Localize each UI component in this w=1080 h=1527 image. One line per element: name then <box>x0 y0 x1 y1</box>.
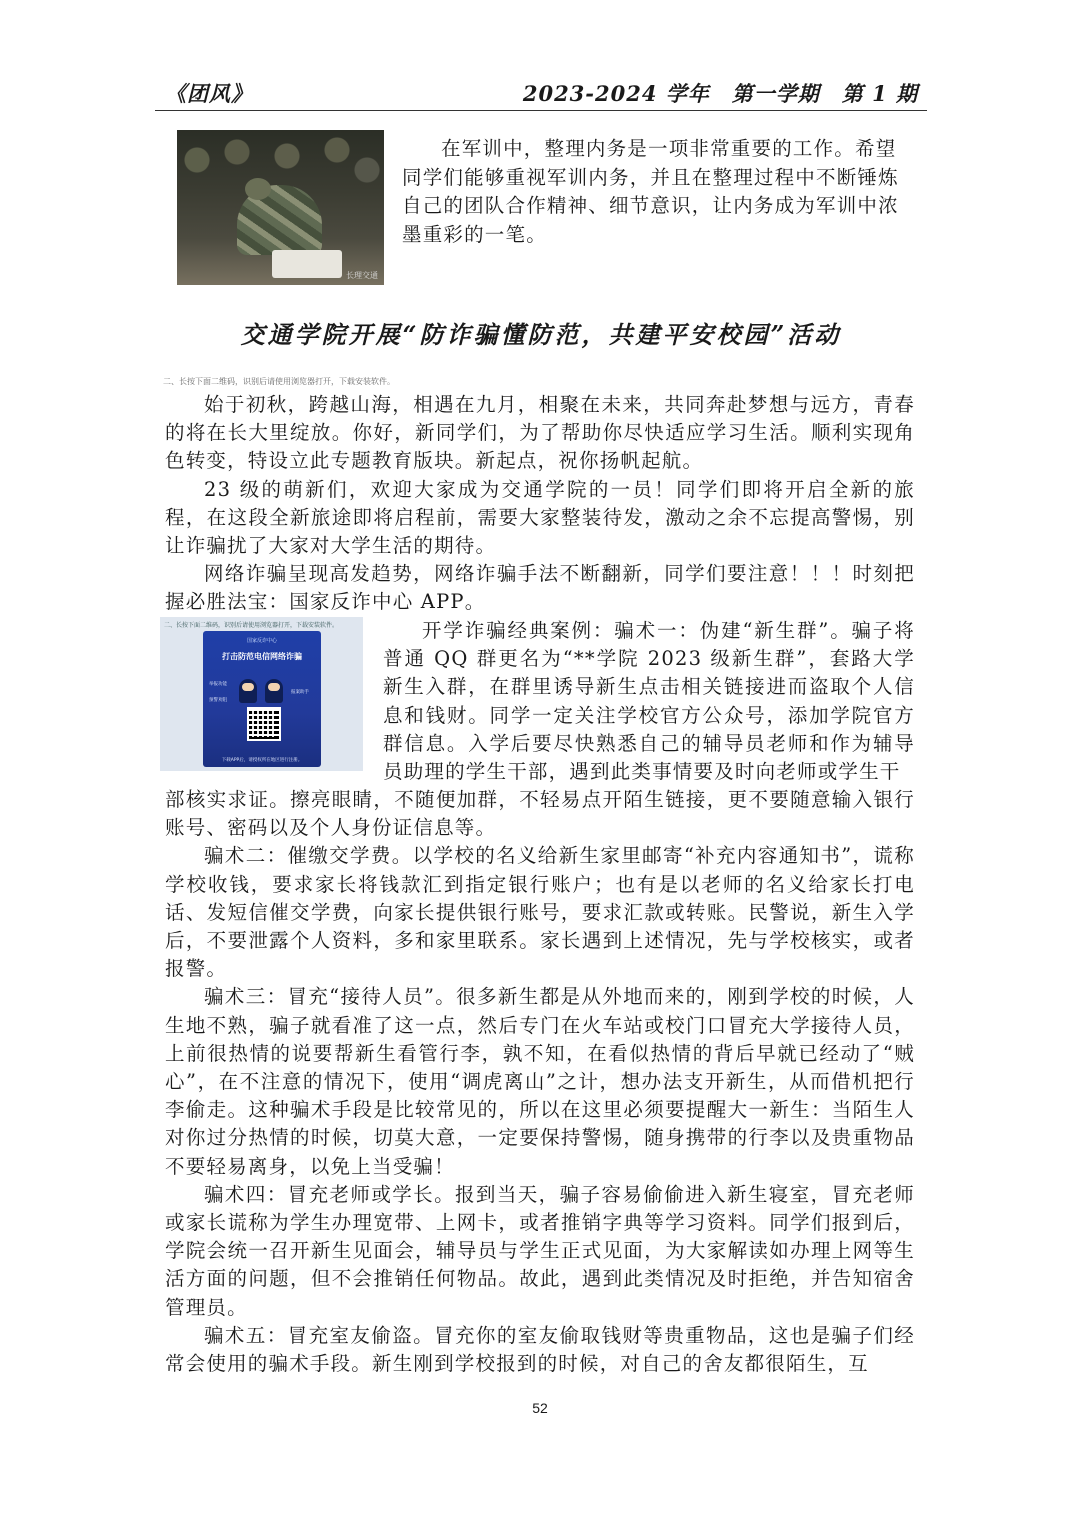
case1-wrapped-text <box>383 617 915 786</box>
photo-watermark: 长理交通 <box>346 271 378 280</box>
journal-name: 《团风》 <box>165 81 253 106</box>
paragraph-intro: 始于初秋，跨越山海，相遇在九月，相聚在未来，共同奔赴梦想与远方，青春的将在长大里绽放。你好，新同学们，为了帮助你尽快适应学习生活。顺利实现角色转变，特设立此专题教育版块。新起点，祝你扬帆起航。 <box>165 393 915 473</box>
paragraph-case2: 骗术二：催缴交学费。以学校的名义给新生家里邮寄“补充内容通知书”，谎称学校收钱，要求家长将钱款汇到指定银行账户；也有是以老师的名义给家长打电话、发短信催交学费，向家长提供银行账号，要求汇款或转账。民警说，新生入学后，不要泄露个人资料，多和家里联系。家长遇到上述情况，先与学校核实，或者报警。 <box>165 844 915 981</box>
intro-paragraph: 在军训中，整理内务是一项非常重要的工作。希望同学们能够重视军训内务，并且在整理过程中不断锤炼自己的团队合作精神、细节意识，让内务成为军训中浓墨重彩的一笔。 <box>402 137 899 246</box>
paragraph-welcome: 23 级的萌新们，欢迎大家成为交通学院的一员！同学们即将开启全新的旅程，在这段全新旅途即将启程前，需要大家整装待发，激动之余不忘提高警惕，别让诈骗扰了大家对大学生活的期待。 <box>165 477 915 558</box>
academic-year: 2023-2024 学年 <box>522 81 710 106</box>
article-title: 交通学院开展“防诈骗懂防范，共建平安校园”活动 <box>240 320 842 349</box>
page-number: 52 <box>532 1400 548 1416</box>
poster-label-left: 举报功能 <box>209 682 227 687</box>
qr-code-pattern <box>247 707 277 737</box>
issue-info <box>523 78 918 108</box>
poster-caption: 二、长按下面二维码，识别后请使用浏览器打开，下载安装软件。 <box>164 622 339 629</box>
article-body-top <box>165 391 915 617</box>
paragraph-case4: 骗术四：冒充老师或学长。报到当天，骗子容易偷偷进入新生寝室，冒充老师或家长谎称为学生办理宽带、上网卡，或者推销字典等学习资料。同学们报到后，学院会统一召开新生见面会，辅导员与学生正式见面，为大家解读如办理上网等生活方面的问题，但不会推销任何物品。故此，遇到此类情况及时拒绝，并告知宿舍管理员。 <box>165 1182 915 1319</box>
semester: 第一学期 <box>731 81 820 106</box>
article-body-bottom <box>165 786 915 1378</box>
military-training-photo <box>177 130 384 285</box>
poster-panel <box>203 631 321 767</box>
police-figure-icon <box>239 679 257 703</box>
poster-center-name: 国家反诈中心 <box>246 638 277 644</box>
header-rule <box>155 110 927 111</box>
paragraph-case1-part1: 开学诈骗经典案例：骗术一：伪建“新生群”。骗子将普通 QQ 群更名为“**学院 2023 级新生群”，套路大学新生入群，在群里诱导新生点击相关链接进而盗取个人信息和钱财。同学一定关注学校官方公众号，添加学院官方群信息。入学后要尽快熟悉自己的辅导员老师和作为辅导员助理的学生干部，遇到此类事情要及时向老师或学生干 <box>383 619 915 784</box>
police-figure-icon <box>265 679 283 703</box>
paragraph-app: 网络诈骗呈现高发趋势，网络诈骗手法不断翻新，同学们要注意！！！时刻把握必胜法宝：国家反诈中心 APP。 <box>165 562 915 614</box>
photo-folded-quilt <box>272 250 342 278</box>
paragraph-case3: 骗术三：冒充“接待人员”。很多新生都是从外地而来的，刚到学校的时候，人生地不熟，骗子就看准了这一点，然后专门在火车站或校门口冒充大学接待人员，上前很热情的说要帮新生看管行李，孰不知，在看似热情的背后早就已经动了“贼心”，在不注意的情况下，使用“调虎离山”之计，想办法支开新生，从而借机把行李偷走。这种骗术手段是比较常见的，所以在这里必须要提醒大一新生：当陌生人对你过分热情的时候，切莫大意，一定要保持警惕，随身携带的行李以及贵重物品不要轻易离身，以免上当受骗！ <box>165 985 915 1178</box>
issue-number: 第 1 期 <box>841 81 918 106</box>
poster-footer: 下载APP后，请授权所在地区进行注册。 <box>221 758 303 763</box>
poster-label-right: 报案助手 <box>291 690 309 695</box>
poster-title: 打击防范电信网络诈骗 <box>222 652 302 661</box>
paragraph-case5: 骗术五：冒充室友偷盗。冒充你的室友偷取钱财等贵重物品，这也是骗子们经常会使用的骗术手段。新生刚到学校报到的时候，对自己的舍友都很陌生，互 <box>165 1323 915 1376</box>
poster-label-warn: 预警劝阻 <box>209 698 227 703</box>
caption-note: 二、长按下面二维码，识别后请使用浏览器打开，下载安装软件。 <box>163 377 395 386</box>
paragraph-case1-part2: 部核实求证。擦亮眼睛，不随便加群，不轻易点开陌生链接，更不要随意输入银行账号、密码以及个人身份证信息等。 <box>165 788 915 840</box>
photo-soldier-cap <box>245 178 271 200</box>
anti-fraud-poster <box>160 617 363 771</box>
